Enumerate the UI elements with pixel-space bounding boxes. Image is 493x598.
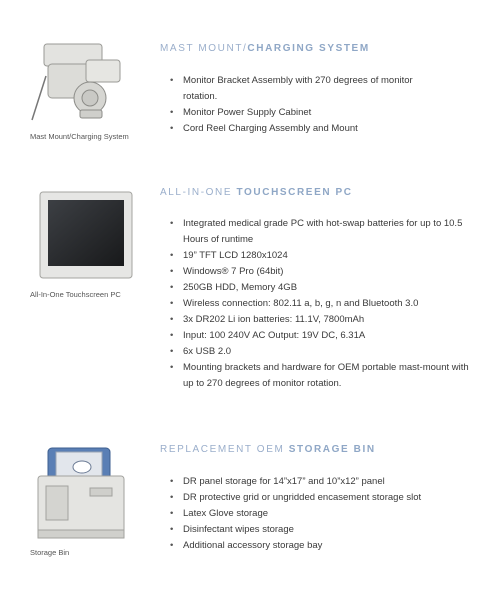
mast-mount-image (28, 36, 128, 128)
list-item: • Monitor Power Supply Cabinet (170, 105, 430, 121)
list-item: • 19” TFT LCD 1280x1024 (170, 248, 475, 264)
heading-mast-mount (160, 43, 370, 54)
list-item: • Windows® 7 Pro (64bit) (170, 264, 475, 280)
caption-touchscreen-pc: All-In-One Touchscreen PC (30, 290, 121, 299)
list-item: • Monitor Bracket Assembly with 270 degrees of monitor rotation. (170, 73, 430, 105)
list-item: • Mounting brackets and hardware for OEM portable mast-mount with up to 270 degrees of monitor rotation. (170, 360, 475, 392)
heading-light: ALL-IN-ONE (160, 187, 237, 198)
heading-touchscreen-pc (160, 187, 353, 198)
list-item: • DR panel storage for 14”x17” and 10”x12” panel (170, 474, 475, 490)
list-item: • Integrated medical grade PC with hot-swap batteries for up to 10.5 Hours of runtime (170, 216, 475, 248)
list-item: • DR protective grid or ungridded encasement storage slot (170, 490, 475, 506)
list-item: • 250GB HDD, Memory 4GB (170, 280, 475, 296)
caption-mast-mount: Mast Mount/Charging System (30, 132, 129, 141)
heading-bold: CHARGING SYSTEM (247, 43, 370, 54)
list-item: • 3x DR202 Li ion batteries: 11.1V, 7800mAh (170, 312, 475, 328)
list-item: • Input: 100 240V AC Output: 19V DC, 6.31A (170, 328, 475, 344)
heading-storage-bin (160, 444, 376, 455)
heading-bold: STORAGE BIN (288, 444, 376, 455)
heading-light: MAST MOUNT/ (160, 43, 248, 54)
list-item: • Additional accessory storage bay (170, 538, 475, 554)
caption-storage-bin: Storage Bin (30, 548, 70, 557)
list-item: • 6x USB 2.0 (170, 344, 475, 360)
list-item: • Disinfectant wipes storage (170, 522, 475, 538)
storage-bin-image (30, 442, 134, 542)
list-item: • Latex Glove storage (170, 506, 475, 522)
heading-light: REPLACEMENT OEM (160, 444, 289, 455)
bullet-list-storage-bin (170, 474, 475, 554)
heading-bold: TOUCHSCREEN PC (236, 187, 353, 198)
list-item: • Wireless connection: 802.11 a, b, g, n and Bluetooth 3.0 (170, 296, 475, 312)
bullet-list-mast-mount (170, 73, 430, 137)
list-item: • Cord Reel Charging Assembly and Mount (170, 121, 430, 137)
bullet-list-touchscreen-pc (170, 216, 475, 392)
touchscreen-pc-image (36, 190, 136, 282)
